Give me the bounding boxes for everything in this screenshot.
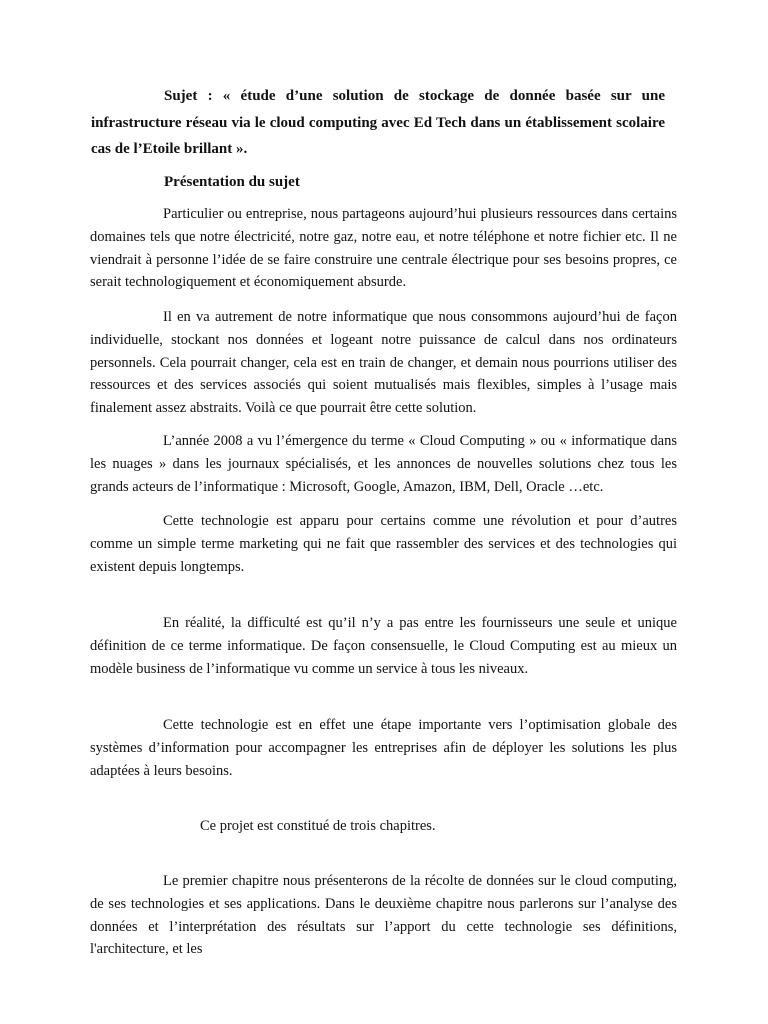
paragraph: Le premier chapitre nous présenterons de la récolte de données sur le cloud computing, de ses technologies et ses applications. Dans le deuxième chapitre nous parlerons sur l’analyse des données et l’interprétation des résultats sur l’apport du cette technologie ses définitions, l'architecture, et les (90, 873, 677, 958)
paragraph: Cette technologie est apparu pour certains comme une révolution et pour d’autres comme un simple terme marketing qui ne fait que rassembler des services et des technologies qui existent depuis longtemps. (90, 513, 677, 575)
paragraph: En réalité, la difficulté est qu’il n’y a pas entre les fournisseurs une seule et unique définition de ce terme informatique. De façon consensuelle, le Cloud Computing est au mieux un modèle business de l’informatique vu comme un service à tous les niveaux. (90, 615, 677, 677)
paragraph: Cette technologie est en effet une étape importante vers l’optimisation globale des systèmes d’information pour accompagner les entreprises afin de déployer les solutions les plus adaptées à leurs besoins. (90, 717, 677, 779)
paragraph: Il en va autrement de notre informatique que nous consommons aujourd’hui de façon individuelle, stockant nos données et logeant notre puissance de calcul dans nos ordinateurs personnels. Cela pourrait changer, cela est en train de changer, et demain nous pourrions utiliser des ressources et des services associés qui soient mutualisés mais flexibles, simples à l’usage mais finalement assez abstraits. Voilà ce que pourrait être cette solution. (90, 309, 677, 417)
paragraph: Particulier ou entreprise, nous partageons aujourd’hui plusieurs ressources dans certains domaines tels que notre électricité, notre gaz, notre eau, et notre téléphone et notre fichier etc. Il ne viendrait à personne l’idée de se faire construire une centrale électrique pour ses besoins propres, ce serait technologiquement et économiquement absurde. (90, 206, 677, 291)
document-title: Sujet : « étude d’une solution de stockage de donnée basée sur une infrastructure réseau via le cloud computing avec Ed Tech dans un établissement scolaire cas de l’Etoile brillant ». (91, 88, 665, 157)
paragraph: L’année 2008 a vu l’émergence du terme « Cloud Computing » ou « informatique dans les nuages » dans les journaux spécialisés, et les annonces de nouvelles solutions chez tous les grands acteurs de l’informatique : Microsoft, Google, Amazon, IBM, Dell, Oracle …etc. (90, 433, 677, 495)
section-heading: Présentation du sujet (164, 174, 300, 190)
paragraph: Ce projet est constitué de trois chapitres. (200, 818, 436, 834)
